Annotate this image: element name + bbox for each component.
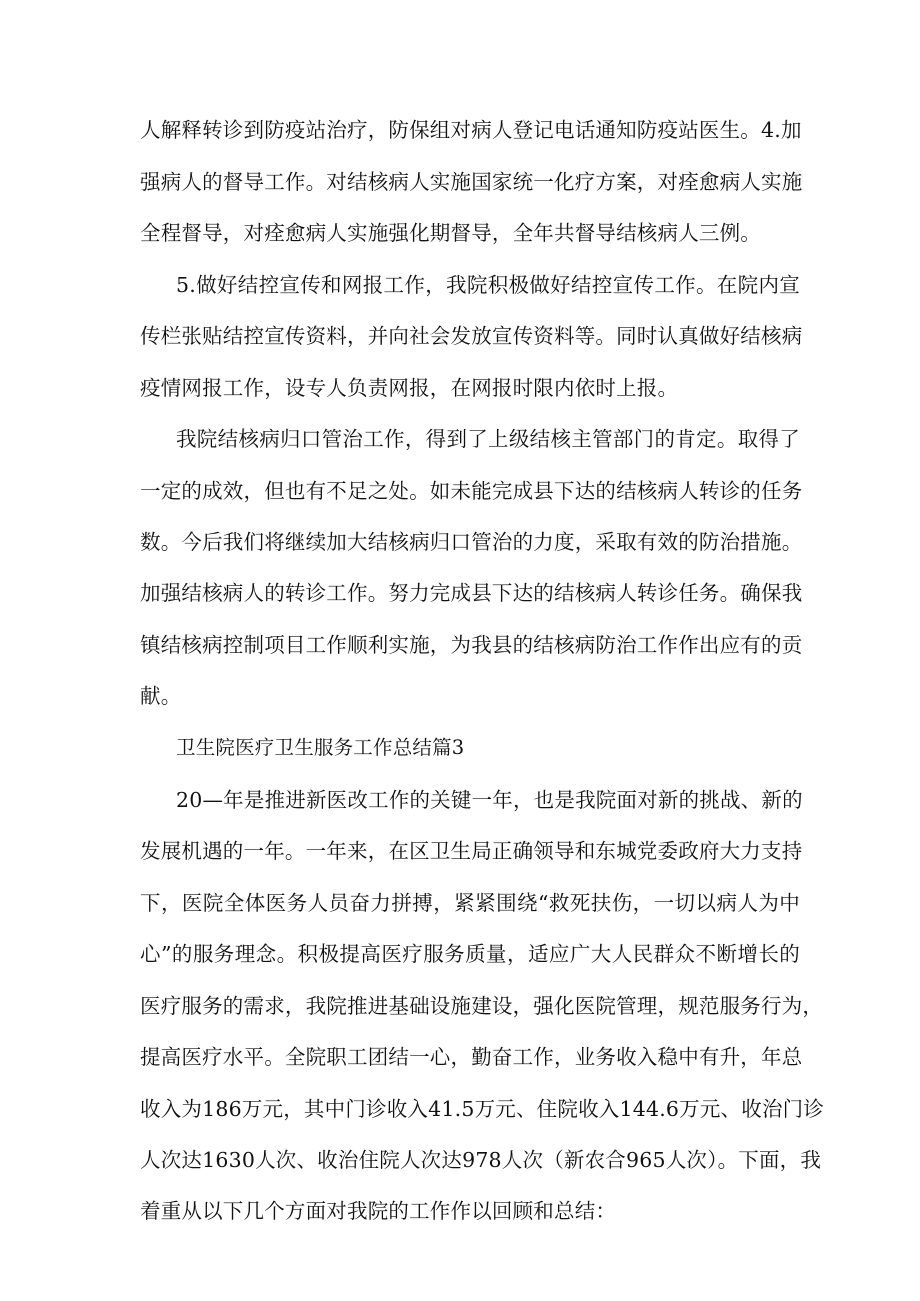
paragraph-line: 心”的服务理念。积极提高医疗服务质量，适应广大人民群众不断增长的	[140, 942, 800, 966]
paragraph-line: 20—年是推进新医改工作的关键一年，也是我院面对新的挑战、新的	[176, 788, 803, 812]
paragraph-line: 着重从以下几个方面对我院的工作作以回顾和总结：	[140, 1199, 617, 1223]
paragraph-line: 镇结核病控制项目工作顺利实施，为我县的结核病防治工作作出应有的贡	[140, 633, 803, 657]
paragraph-line: 疫情网报工作，设专人负责网报，在网报时限内依时上报。	[140, 376, 679, 400]
paragraph-line: 强病人的督导工作。对结核病人实施国家统一化疗方案，对痊愈病人实施	[140, 170, 803, 194]
paragraph-line: 全程督导，对痊愈病人实施强化期督导，全年共督导结核病人三例。	[140, 221, 761, 245]
paragraph-line: 我院结核病归口管治工作，得到了上级结核主管部门的肯定。取得了	[176, 427, 800, 451]
paragraph-line: 传栏张贴结控宣传资料，并向社会发放宣传资料等。同时认真做好结核病	[140, 324, 803, 348]
paragraph-line: 献。	[140, 684, 182, 708]
paragraph-line: 人解释转诊到防疫站治疗，防保组对病人登记电话通知防疫站医生。4.加	[140, 118, 802, 142]
paragraph-line: 提高医疗水平。全院职工团结一心，勤奋工作，业务收入稳中有升，年总	[140, 1045, 803, 1069]
section-heading: 卫生院医疗卫生服务工作总结篇3	[176, 736, 465, 759]
paragraph-line: 一定的成效，但也有不足之处。如未能完成县下达的结核病人转诊的任务	[140, 479, 803, 503]
paragraph-line: 医疗服务的需求，我院推进基础设施建设，强化医院管理，规范服务行为，	[140, 994, 824, 1018]
paragraph-line: 5.做好结控宣传和网报工作，我院积极做好结控宣传工作。在院内宣	[176, 273, 800, 297]
paragraph-line: 人次达1630人次、收治住院人次达978人次（新农合965人次）。下面，我	[140, 1148, 822, 1172]
paragraph-line: 下，医院全体医务人员奋力拼搏，紧紧围绕“救死扶伤，一切以病人为中	[140, 891, 800, 915]
paragraph-line: 数。今后我们将继续加大结核病归口管治的力度，采取有效的防治措施。	[140, 530, 803, 554]
paragraph-line: 加强结核病人的转诊工作。努力完成县下达的结核病人转诊任务。确保我	[140, 581, 803, 605]
paragraph-line: 发展机遇的一年。一年来，在区卫生局正确领导和东城党委政府大力支持	[140, 839, 803, 863]
paragraph-line: 收入为186万元，其中门诊收入41.5万元、住院收入144.6万元、收治门诊	[140, 1097, 825, 1121]
